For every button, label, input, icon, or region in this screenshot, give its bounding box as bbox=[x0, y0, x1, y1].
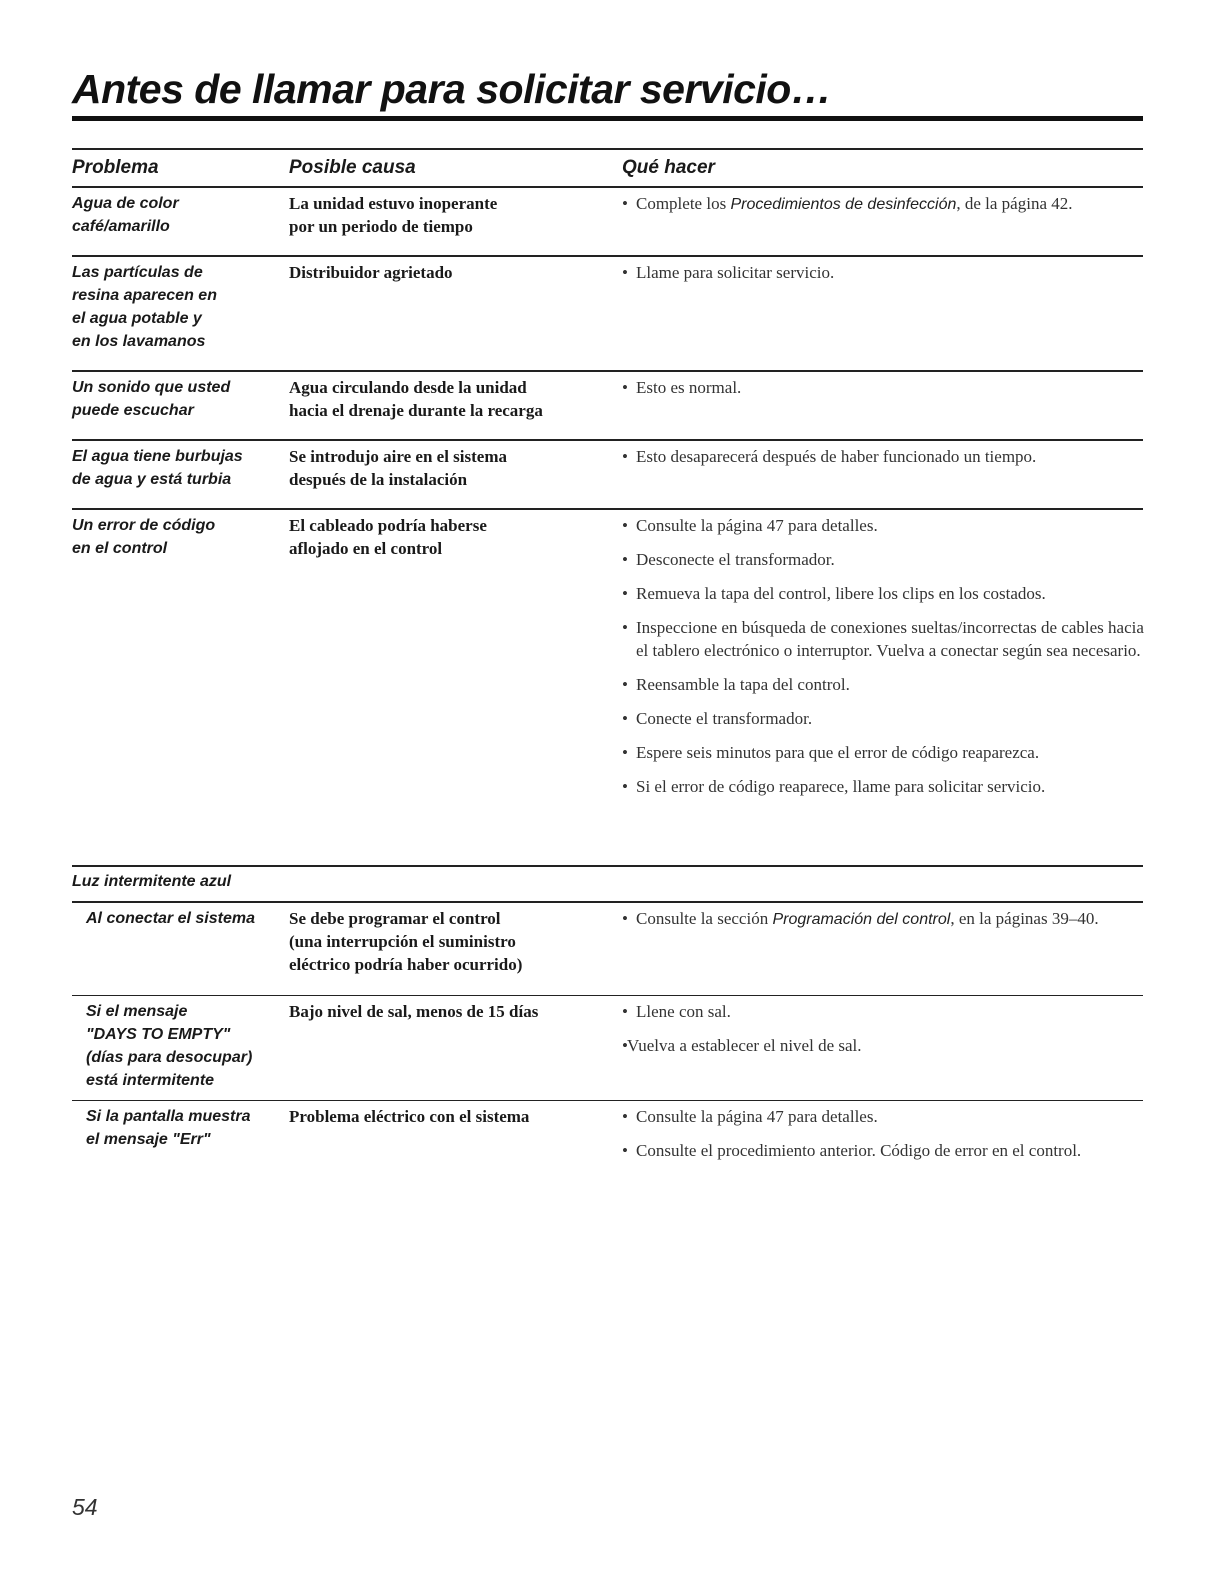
todo-list bbox=[622, 192, 1152, 227]
page-number: 54 bbox=[72, 1494, 98, 1520]
todo-list bbox=[622, 514, 1152, 809]
row-divider bbox=[72, 508, 1143, 510]
problem-cell: Agua de color café/amarillo bbox=[72, 195, 179, 235]
todo-emphasis: Procedimientos de desinfección bbox=[730, 196, 957, 213]
header-problem: Problema bbox=[72, 157, 159, 178]
row-divider bbox=[72, 1100, 1143, 1101]
problem-cell: Al conectar el sistema bbox=[86, 910, 255, 927]
cause-cell: Se introdujo aire en el sistema después de la instalación bbox=[289, 447, 507, 489]
todo-list bbox=[622, 907, 1152, 942]
row-divider bbox=[72, 370, 1143, 372]
header-todo: Qué hacer bbox=[622, 157, 715, 178]
problem-cell: Un sonido que usted puede escuchar bbox=[72, 379, 231, 419]
problem-cell: El agua tiene burbujas de agua y está turbia bbox=[72, 448, 243, 488]
todo-item: • Si el error de código reaparece, llame para solicitar servicio. bbox=[622, 775, 1152, 798]
section-label: Luz intermitente azul bbox=[72, 873, 232, 890]
todo-text: , de la página 42. bbox=[956, 194, 1073, 213]
cause-cell: Se debe programar el control (una interrupción el suministro eléctrico podría haber ocurrido) bbox=[289, 909, 523, 974]
header-bottom-rule bbox=[72, 186, 1143, 188]
todo-item: • Reensamble la tapa del control. bbox=[622, 673, 1152, 696]
section-bottom-rule bbox=[72, 901, 1143, 903]
row-divider bbox=[72, 439, 1143, 441]
todo-item: • Consulte el procedimiento anterior. Código de error en el control. bbox=[622, 1139, 1152, 1162]
cause-cell: Distribuidor agrietado bbox=[289, 263, 453, 282]
todo-item: • Esto desaparecerá después de haber funcionado un tiempo. bbox=[622, 445, 1152, 468]
todo-item: • Desconecte el transformador. bbox=[622, 548, 1152, 571]
todo-item: • Espere seis minutos para que el error de código reaparezca. bbox=[622, 741, 1152, 764]
todo-item: • Llene con sal. bbox=[622, 1000, 1152, 1023]
todo-item bbox=[622, 192, 1152, 216]
header-cause: Posible causa bbox=[289, 157, 416, 178]
todo-item: • Inspeccione en búsqueda de conexiones sueltas/incorrectas de cables hacia el tablero electrónico o interruptor. Vuelva a conectar según sea necesario. bbox=[622, 616, 1152, 662]
todo-list bbox=[622, 376, 1152, 410]
title-rule bbox=[72, 116, 1143, 121]
row-divider bbox=[72, 255, 1143, 257]
cause-cell: El cableado podría haberse aflojado en el control bbox=[289, 516, 487, 558]
todo-list bbox=[622, 1105, 1152, 1173]
section-top-rule bbox=[72, 865, 1143, 867]
problem-cell: Un error de código en el control bbox=[72, 517, 216, 557]
cause-cell: Bajo nivel de sal, menos de 15 días bbox=[289, 1002, 539, 1021]
row-divider bbox=[72, 995, 1143, 996]
todo-item: • Esto es normal. bbox=[622, 376, 1152, 399]
problem-cell: Las partículas de resina aparecen en el agua potable y en los lavamanos bbox=[72, 264, 217, 350]
todo-item: • Llame para solicitar servicio. bbox=[622, 261, 1152, 284]
todo-item: • Vuelva a establecer el nivel de sal. bbox=[622, 1034, 1152, 1057]
page-title: Antes de llamar para solicitar servicio… bbox=[72, 66, 832, 112]
problem-cell: Si el mensaje "DAYS TO EMPTY" (días para desocupar) está intermitente bbox=[86, 1003, 253, 1089]
todo-text: , en la páginas 39–40. bbox=[950, 909, 1099, 928]
todo-text: Complete los bbox=[636, 194, 731, 213]
cause-cell: Agua circulando desde la unidad hacia el drenaje durante la recarga bbox=[289, 378, 543, 420]
cause-cell: La unidad estuvo inoperante por un periodo de tiempo bbox=[289, 194, 498, 236]
todo-list bbox=[622, 261, 1152, 295]
cause-cell: Problema eléctrico con el sistema bbox=[289, 1107, 530, 1126]
header-top-rule bbox=[72, 148, 1143, 150]
problem-cell: Si la pantalla muestra el mensaje "Err" bbox=[86, 1108, 251, 1148]
todo-item: • Remueva la tapa del control, libere los clips en los costados. bbox=[622, 582, 1152, 605]
todo-item bbox=[622, 907, 1152, 931]
todo-item: • Conecte el transformador. bbox=[622, 707, 1152, 730]
todo-list bbox=[622, 445, 1152, 479]
todo-emphasis: Programación del control bbox=[772, 911, 951, 928]
todo-list bbox=[622, 1000, 1152, 1068]
todo-text: Consulte la sección bbox=[636, 909, 773, 928]
todo-item: • Consulte la página 47 para detalles. bbox=[622, 514, 1152, 537]
todo-item: • Consulte la página 47 para detalles. bbox=[622, 1105, 1152, 1128]
